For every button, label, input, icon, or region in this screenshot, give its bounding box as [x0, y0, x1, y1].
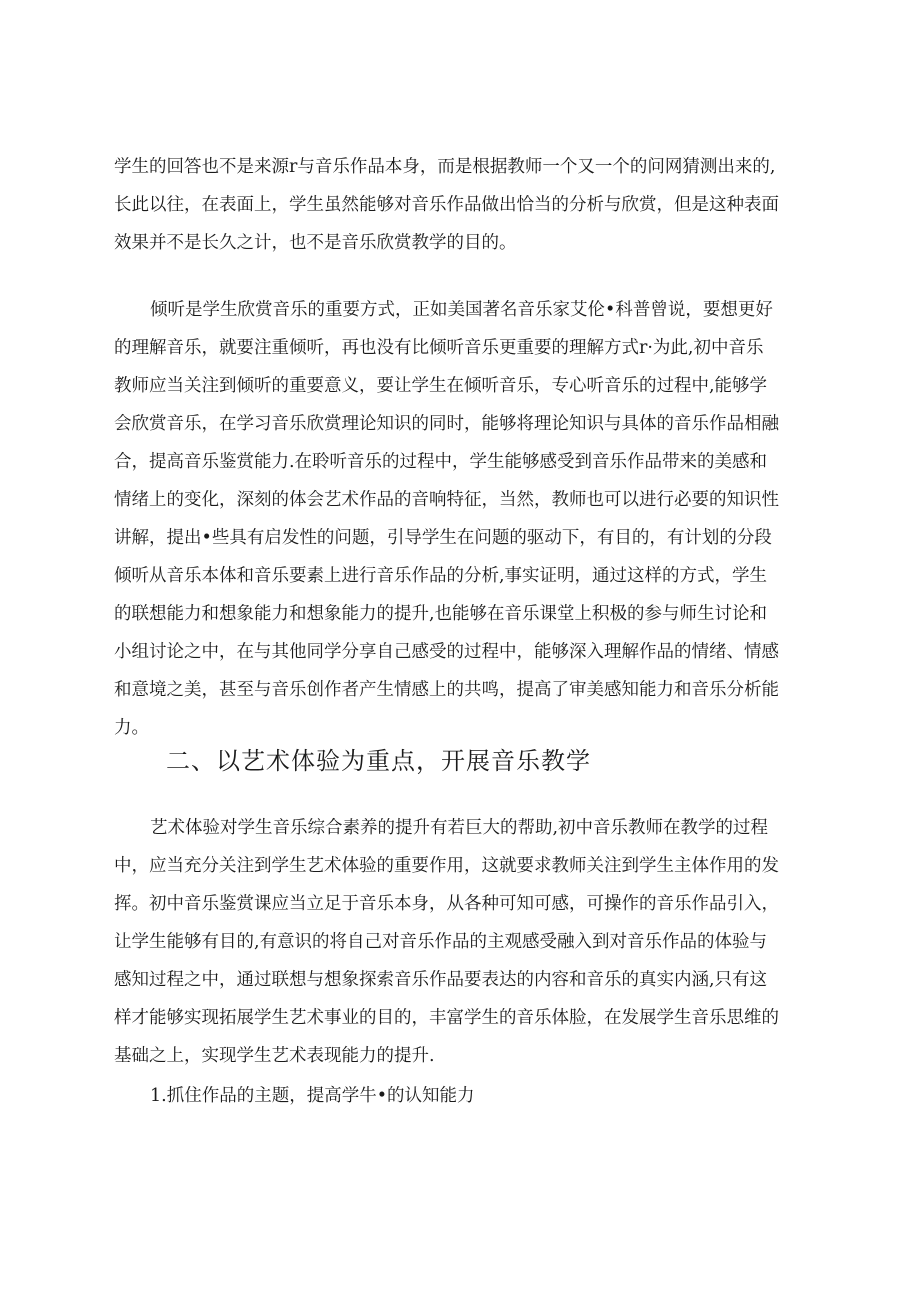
text-line: 讲解，提出•些具有启发性的问题，引导学生在问题的驱动下，有目的，有计划的分段 — [114, 528, 772, 548]
text-line: 小组讨论之中，在与其他同学分享自己感受的过程中，能够深入理解作品的情绪、情感 — [114, 642, 779, 662]
text-line: 长此以往，在表面上，学生虽然能够对音乐作品做出恰当的分析与欣赏，但是这种表面 — [114, 195, 779, 215]
text-line: 的联想能力和想象能力和想象能力的提升,也能够在音乐课堂上积极的参与师生讨论和 — [114, 604, 768, 624]
text-line: 的理解音乐，就要注重倾听，再也没有比倾听音乐更重要的理解方式r·为此,初中音乐 — [114, 338, 764, 358]
subsection-heading: 1.抓住作品的主题，提高学牛•的认知能力 — [150, 1086, 475, 1106]
text-line: 合，提高音乐鉴赏能力.在聆听音乐的过程中，学生能够感受到音乐作品带来的美感和 — [114, 452, 768, 472]
text-line: 倾听是学生欣赏音乐的重要方式，正如美国著名音乐家艾伦•科普曾说，要想更好 — [150, 300, 773, 320]
text-line: 教师应当关注到倾听的重要意义，要让学生在倾听音乐，专心听音乐的过程中,能够学 — [114, 376, 768, 396]
text-line: 让学生能够有目的,有意识的将自己对音乐作品的主观感受融入到对音乐作品的体验与 — [114, 932, 768, 952]
text-line: 倾听从音乐本体和音乐要素上进行音乐作品的分析,事实证明，通过这样的方式，学生 — [114, 566, 768, 586]
text-line: 中，应当充分关注到学生艺术体验的重要作用，这就要求教师关注到学生主体作用的发 — [114, 856, 779, 876]
text-line: 学生的回答也不是来源r与音乐作品本身，而是根据教师一个又一个的问网猜测出来的, — [114, 157, 776, 177]
text-line: 感知过程之中，通过联想与想象探索音乐作品要表达的内容和音乐的真实内涵,只有这 — [114, 970, 768, 990]
text-line: 基础之上，实现学生艺术表现能力的提升. — [114, 1046, 435, 1066]
text-line: 力。 — [114, 718, 149, 738]
text-line: 挥。初中音乐鉴赏课应当立足于音乐本身，从各种可知可感，可操作的音乐作品引入， — [114, 894, 779, 914]
section-heading: 二、以艺术体验为重点，开展音乐教学 — [166, 747, 591, 775]
text-line: 艺术体验对学生音乐综合素养的提升有若巨大的帮助,初中音乐教师在教学的过程 — [150, 818, 769, 838]
text-line: 情绪上的变化，深刻的体会艺术作品的音响特征，当然，教师也可以进行必要的知识性 — [114, 490, 779, 510]
text-line: 和意境之美，甚至与音乐创作者产生情感上的共鸣，提高了审美感知能力和音乐分析能 — [114, 680, 779, 700]
text-line: 效果并不是长久之计，也不是音乐欣赏教学的目的。 — [114, 233, 517, 253]
text-line: 样才能够实现拓展学生艺术事业的目的，丰富学生的音乐体脸，在发展学生音乐思维的 — [114, 1008, 779, 1028]
text-line: 会欣赏音乐，在学习音乐欣赏理论知识的同时，能够将理论知识与具体的音乐作品相融 — [114, 414, 779, 434]
